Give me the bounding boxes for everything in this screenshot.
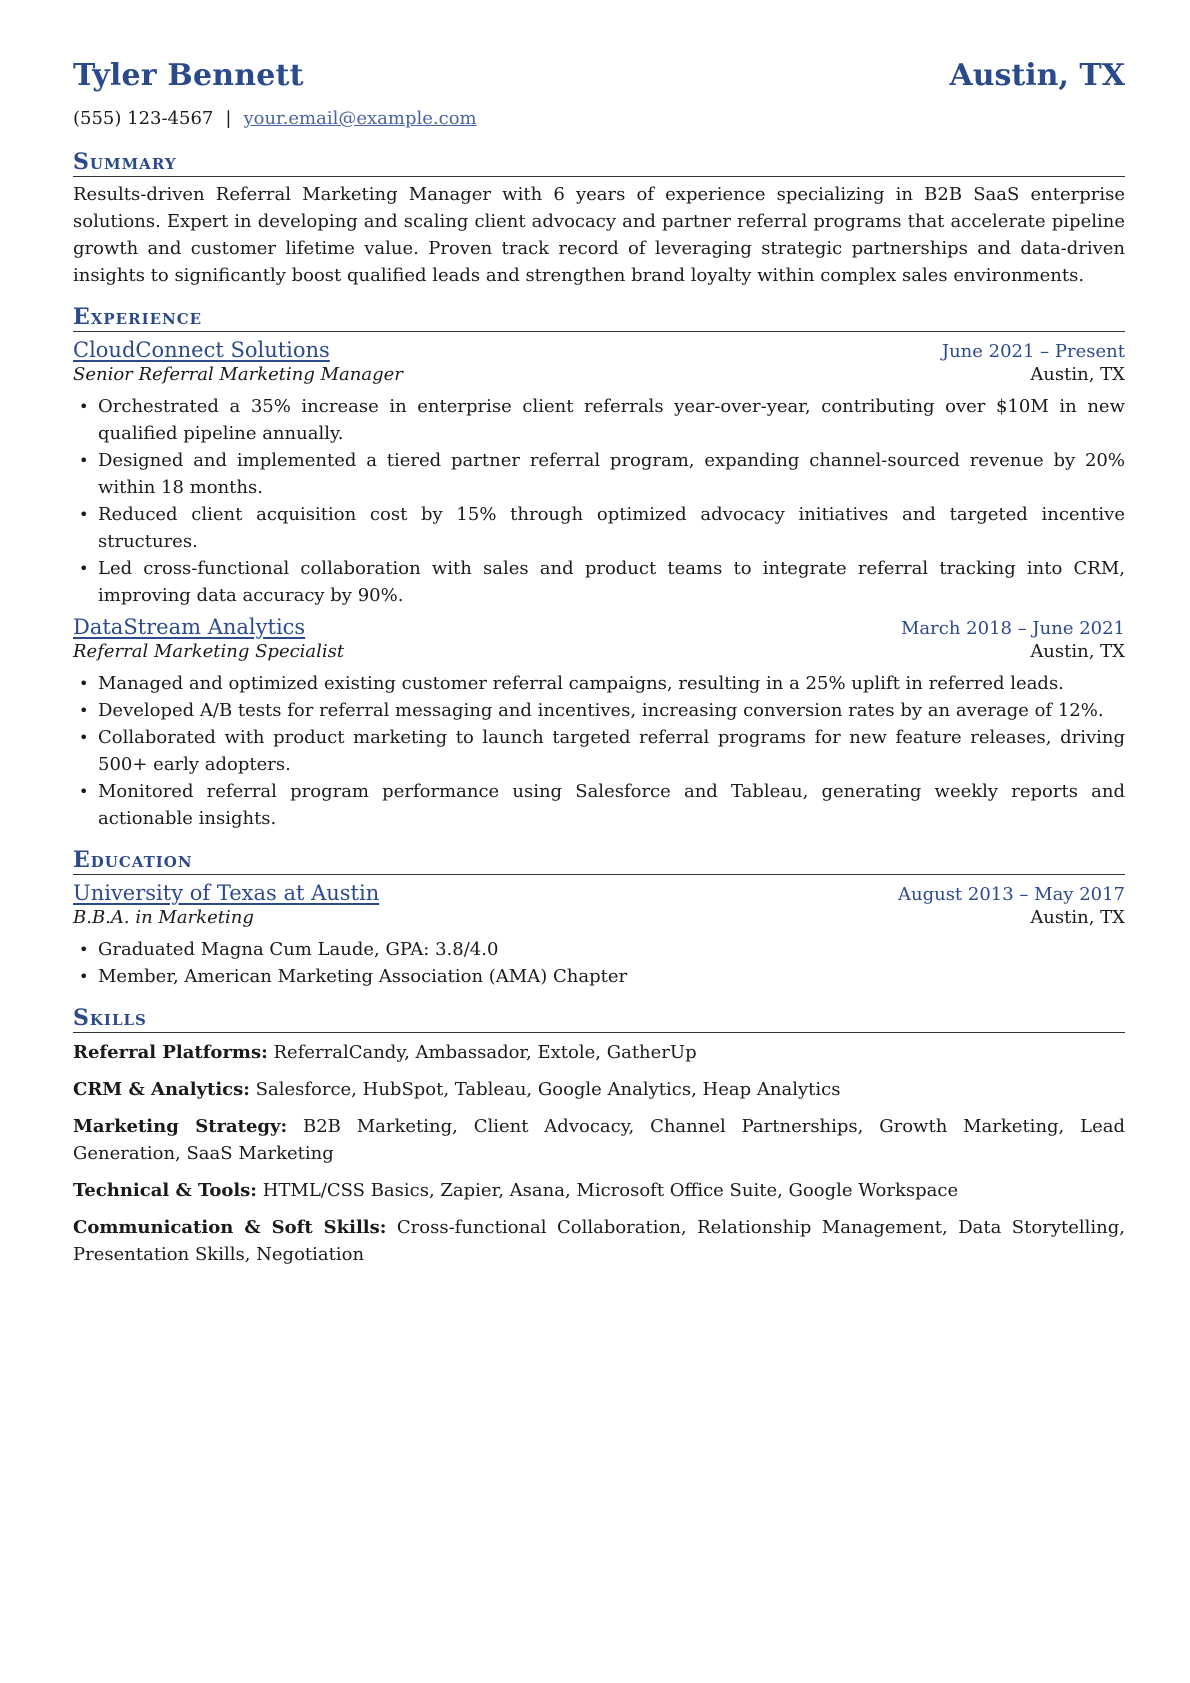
bullet-item: • Reduced client acquisition cost by 15% through optimized advocacy initiatives and targeted incentive structures. [73, 501, 1125, 555]
bullet-item: • Member, American Marketing Association (AMA) Chapter [73, 963, 1125, 990]
email-link[interactable]: your.email@example.com [243, 108, 477, 129]
skill-values: ReferralCandy, Ambassador, Extole, GatherUp [273, 1042, 697, 1063]
bullet-list [73, 393, 1125, 609]
degree: B.B.A. in Marketing [73, 907, 254, 928]
entry-location: Austin, TX [1030, 641, 1125, 662]
bullet-item: • Developed A/B tests for referral messaging and incentives, increasing conversion rates by an average of 12%. [73, 697, 1125, 724]
job-title: Referral Marketing Specialist [73, 641, 345, 662]
skills-list [73, 1039, 1125, 1268]
skill-category: Referral Platforms: [73, 1042, 268, 1063]
organization-link[interactable]: CloudConnect Solutions [73, 338, 330, 362]
skill-values: B2B Marketing, Client Advocacy, Channel Partnerships, Growth Marketing, Lead Generation, SaaS Marketing [73, 1116, 1125, 1164]
contact-separator: | [225, 108, 232, 129]
entry-role-row [73, 364, 1125, 385]
section-title-summary: Summary [73, 148, 1125, 177]
bullet-item: • Graduated Magna Cum Laude, GPA: 3.8/4.0 [73, 936, 1125, 963]
bullet-list [73, 936, 1125, 990]
section-title-experience: Experience [73, 303, 1125, 332]
bullet-item: • Designed and implemented a tiered partner referral program, expanding channel-sourced revenue by 20% within 18 months. [73, 447, 1125, 501]
candidate-name: Tyler Bennett [73, 58, 304, 93]
header-location: Austin, TX [949, 58, 1125, 93]
organization-link[interactable]: DataStream Analytics [73, 615, 306, 639]
resume-header [73, 58, 1125, 106]
experience-entry [73, 338, 1125, 609]
skill-values: HTML/CSS Basics, Zapier, Asana, Microsoft Office Suite, Google Workspace [262, 1180, 959, 1201]
bullet-item: • Monitored referral program performance using Salesforce and Tableau, generating weekly reports and actionable insights. [73, 778, 1125, 832]
entry-header-row [73, 615, 1125, 639]
bullet-list [73, 670, 1125, 832]
entry-location: Austin, TX [1030, 364, 1125, 385]
resume-page [73, 58, 1125, 1268]
experience-entry [73, 615, 1125, 832]
skill-category: Marketing Strategy: [73, 1116, 288, 1137]
phone-number: (555) 123-4567 [73, 108, 214, 129]
bullet-item: • Collaborated with product marketing to launch targeted referral programs for new feature releases, driving 500+ early adopters. [73, 724, 1125, 778]
education-entry [73, 881, 1125, 990]
school-link[interactable]: University of Texas at Austin [73, 881, 380, 905]
bullet-item: • Managed and optimized existing customer referral campaigns, resulting in a 25% uplift in referred leads. [73, 670, 1125, 697]
entry-role-row [73, 641, 1125, 662]
contact-line [73, 108, 1125, 134]
entry-header-row [73, 338, 1125, 362]
skill-category: Communication & Soft Skills: [73, 1217, 387, 1238]
skill-row [73, 1113, 1125, 1167]
bullet-item: • Orchestrated a 35% increase in enterprise client referrals year-over-year, contributing over $10M in new qualified pipeline annually. [73, 393, 1125, 447]
entry-dates: March 2018 – June 2021 [901, 618, 1125, 639]
entry-dates: August 2013 – May 2017 [897, 884, 1125, 905]
entry-role-row [73, 907, 1125, 928]
section-title-skills: Skills [73, 1004, 1125, 1033]
bullet-item: • Led cross-functional collaboration with sales and product teams to integrate referral tracking into CRM, improving data accuracy by 90%. [73, 555, 1125, 609]
entry-location: Austin, TX [1030, 907, 1125, 928]
skill-category: CRM & Analytics: [73, 1079, 250, 1100]
entry-dates: June 2021 – Present [941, 341, 1125, 362]
skill-row [73, 1039, 1125, 1066]
section-title-education: Education [73, 846, 1125, 875]
skill-row [73, 1076, 1125, 1103]
skill-category: Technical & Tools: [73, 1180, 257, 1201]
skill-values: Cross-functional Collaboration, Relationship Management, Data Storytelling, Presentation Skills, Negotiation [73, 1217, 1125, 1265]
skill-values: Salesforce, HubSpot, Tableau, Google Analytics, Heap Analytics [255, 1079, 841, 1100]
job-title: Senior Referral Marketing Manager [73, 364, 403, 385]
skill-row [73, 1214, 1125, 1268]
skill-row [73, 1177, 1125, 1204]
summary-text: Results-driven Referral Marketing Manager with 6 years of experience specializing in B2B SaaS enterprise solutions. Expert in developing and scaling client advocacy and partner referral programs that accelerate pipeline growth and customer lifetime value. Proven track record of leveraging strategic partnerships and data-driven insights to significantly boost qualified leads and strengthen brand loyalty within complex sales environments. [73, 184, 1125, 286]
entry-header-row [73, 881, 1125, 905]
